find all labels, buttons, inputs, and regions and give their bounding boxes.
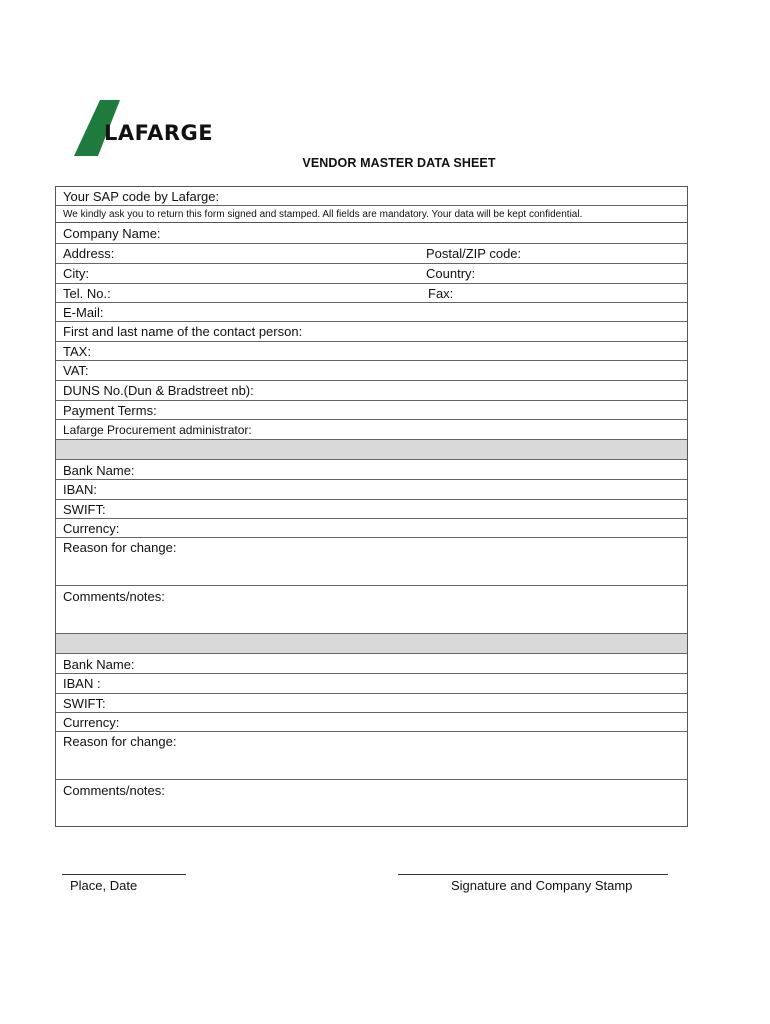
signature-line[interactable]: [398, 866, 668, 875]
vat-field[interactable]: [56, 361, 687, 381]
bank2-reason-field[interactable]: [56, 732, 687, 780]
confidential-notice: [56, 206, 687, 223]
section-divider-1: [56, 440, 687, 460]
bank1-comments-field[interactable]: [56, 586, 687, 634]
sap-code-label: Your SAP code by Lafarge:: [63, 189, 220, 204]
svg-text:LAFARGE: LAFARGE: [104, 121, 214, 145]
procurement-admin-field[interactable]: [56, 420, 687, 440]
bank1-iban-label: IBAN:: [63, 482, 97, 497]
fax-label: Fax:: [428, 286, 454, 301]
sap-code-field[interactable]: [56, 187, 687, 206]
bank1-currency-field[interactable]: [56, 519, 687, 538]
procurement-admin-label: Lafarge Procurement administrator:: [63, 423, 252, 437]
payment-terms-field[interactable]: [56, 401, 687, 420]
address-label: Address:: [63, 246, 115, 261]
bank2-name-field[interactable]: [56, 654, 687, 674]
signature-label: Signature and Company Stamp: [451, 878, 633, 893]
bank1-reason-label: Reason for change:: [63, 540, 177, 555]
bank2-name-label: Bank Name:: [63, 657, 135, 672]
duns-label: DUNS No.(Dun & Bradstreet nb):: [63, 383, 254, 398]
bank2-swift-field[interactable]: [56, 694, 687, 713]
duns-field[interactable]: [56, 381, 687, 401]
city-label: City:: [63, 266, 89, 281]
bank1-currency-label: Currency:: [63, 521, 120, 536]
bank1-swift-label: SWIFT:: [63, 502, 106, 517]
tax-label: TAX:: [63, 344, 91, 359]
address-field[interactable]: [56, 244, 687, 264]
payment-terms-label: Payment Terms:: [63, 403, 157, 418]
vat-label: VAT:: [63, 363, 89, 378]
contact-person-label: First and last name of the contact person:: [63, 324, 303, 339]
bank2-comments-field[interactable]: [56, 780, 687, 827]
bank1-reason-field[interactable]: [56, 538, 687, 586]
bank2-comments-label: Comments/notes:: [63, 783, 165, 798]
bank1-swift-field[interactable]: [56, 500, 687, 519]
email-label: E-Mail:: [63, 305, 104, 320]
bank1-name-field[interactable]: [56, 460, 687, 480]
bank1-iban-field[interactable]: [56, 480, 687, 500]
bank2-reason-label: Reason for change:: [63, 734, 177, 749]
company-name-label: Company Name:: [63, 226, 161, 241]
place-date-label: Place, Date: [70, 878, 138, 893]
email-field[interactable]: [56, 303, 687, 322]
tel-label: Tel. No.:: [63, 286, 111, 301]
bank2-iban-label: IBAN :: [63, 676, 101, 691]
bank2-currency-field[interactable]: [56, 713, 687, 732]
country-label: Country:: [426, 266, 476, 281]
bank2-currency-label: Currency:: [63, 715, 120, 730]
city-field[interactable]: [56, 264, 687, 284]
postal-code-label: Postal/ZIP code:: [426, 246, 522, 261]
section-divider-2: [56, 634, 687, 654]
lafarge-logo-mark: [74, 98, 238, 158]
bank2-swift-label: SWIFT:: [63, 696, 106, 711]
bank2-iban-field[interactable]: [56, 674, 687, 694]
page-title: VENDOR MASTER DATA SHEET: [302, 156, 496, 170]
vendor-form-table: [55, 222, 688, 827]
bank1-comments-label: Comments/notes:: [63, 589, 165, 604]
place-date-line[interactable]: [62, 866, 186, 875]
lafarge-logo: [74, 98, 238, 158]
sap-code-box: [55, 186, 688, 223]
tel-field[interactable]: [56, 284, 687, 303]
notice-text: We kindly ask you to return this form signed and stamped. All fields are mandatory. Your data will be kept confidential.: [63, 209, 583, 220]
company-name-field[interactable]: [56, 223, 687, 244]
contact-person-field[interactable]: [56, 322, 687, 342]
bank1-name-label: Bank Name:: [63, 463, 135, 478]
tax-field[interactable]: [56, 342, 687, 361]
